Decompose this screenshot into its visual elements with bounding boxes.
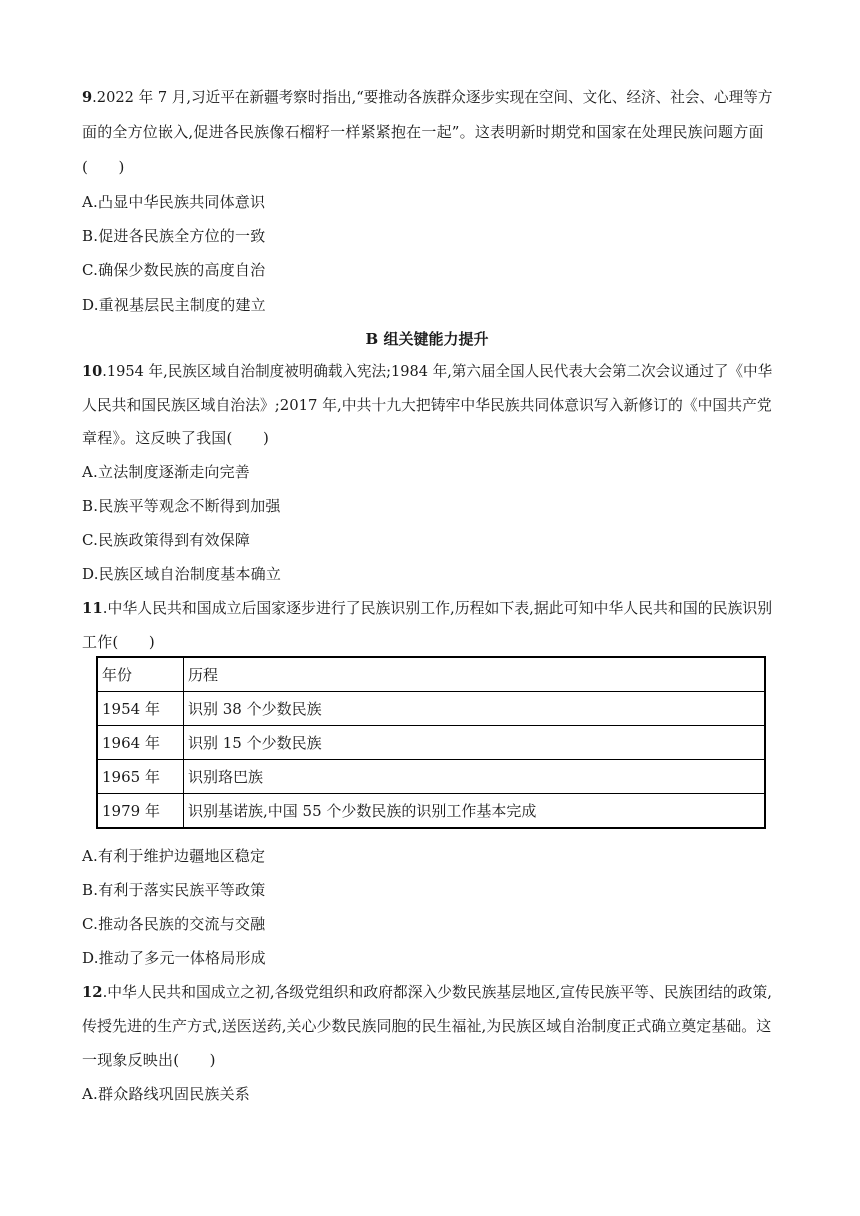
table-cell-process: 识别 15 个少数民族 bbox=[184, 726, 766, 760]
q12-stem-line1: 12.中华人民共和国成立之初,各级党组织和政府都深入少数民族基层地区,宣传民族平等、民族团结的政策, bbox=[82, 983, 772, 1001]
table-header-row bbox=[97, 657, 765, 692]
q9-option-c: C.确保少数民族的高度自治 bbox=[82, 261, 266, 279]
table-cell-process: 识别珞巴族 bbox=[184, 760, 766, 794]
q11-stem-line2: 工作( ) bbox=[82, 633, 155, 651]
q11-number: 11 bbox=[82, 599, 103, 617]
table-cell-year: 1954 年 bbox=[97, 692, 184, 726]
table-cell-process: 识别基诺族,中国 55 个少数民族的识别工作基本完成 bbox=[184, 794, 766, 829]
q12-number: 12 bbox=[82, 983, 103, 1001]
table-cell-year: 1964 年 bbox=[97, 726, 184, 760]
q11-option-d: D.推动了多元一体格局形成 bbox=[82, 949, 266, 967]
q10-stem-line2: 人民共和国民族区域自治法》;2017 年,中共十九大把铸牢中华民族共同体意识写入新修订的《中国共产党 bbox=[82, 396, 772, 414]
table-cell-year: 1965 年 bbox=[97, 760, 184, 794]
q10-number: 10 bbox=[82, 362, 103, 380]
q9-option-a: A.凸显中华民族共同体意识 bbox=[82, 193, 266, 211]
q10-option-d: D.民族区域自治制度基本确立 bbox=[82, 565, 282, 583]
q10-option-b: B.民族平等观念不断得到加强 bbox=[82, 497, 281, 515]
q10-stem-line3: 章程》。这反映了我国( ) bbox=[82, 429, 270, 447]
q10-option-c: C.民族政策得到有效保障 bbox=[82, 531, 251, 549]
q9-number: 9 bbox=[82, 88, 93, 106]
q10-option-a: A.立法制度逐渐走向完善 bbox=[82, 463, 251, 481]
q9-answer-blank: ( ) bbox=[82, 158, 125, 176]
q11-stem-line1: 11.中华人民共和国成立后国家逐步进行了民族识别工作,历程如下表,据此可知中华人民共和国的民族识别 bbox=[82, 599, 773, 617]
table-row bbox=[97, 760, 765, 794]
table-cell-year: 1979 年 bbox=[97, 794, 184, 829]
table-header-year: 年份 bbox=[97, 657, 184, 692]
table-header-process: 历程 bbox=[184, 657, 766, 692]
q12-stem-line2: 传授先进的生产方式,送医送药,关心少数民族同胞的民生福祉,为民族区域自治制度正式确立奠定基础。这 bbox=[82, 1017, 772, 1035]
q9-option-b: B.促进各民族全方位的一致 bbox=[82, 227, 266, 245]
section-heading: B 组关键能力提升 bbox=[365, 330, 489, 348]
table-row bbox=[97, 726, 765, 760]
table-row bbox=[97, 692, 765, 726]
q9-option-d: D.重视基层民主制度的建立 bbox=[82, 296, 266, 314]
table-row bbox=[97, 794, 765, 829]
q11-option-a: A.有利于维护边疆地区稳定 bbox=[82, 847, 266, 865]
q12-stem-line3: 一现象反映出( ) bbox=[82, 1051, 216, 1069]
q11-option-c: C.推动各民族的交流与交融 bbox=[82, 915, 266, 933]
q9-stem-line2: 面的全方位嵌入,促进各民族像石榴籽一样紧紧抱在一起”。这表明新时期党和国家在处理民族问题方面 bbox=[82, 123, 764, 141]
q11-option-b: B.有利于落实民族平等政策 bbox=[82, 881, 266, 899]
q11-table bbox=[96, 656, 766, 829]
q12-option-a: A.群众路线巩固民族关系 bbox=[82, 1085, 251, 1103]
table-cell-process: 识别 38 个少数民族 bbox=[184, 692, 766, 726]
q9-stem-line1: 9.2022 年 7 月,习近平在新疆考察时指出,“要推动各族群众逐步实现在空间、文化、经济、社会、心理等方 bbox=[82, 88, 773, 106]
q10-stem-line1: 10.1954 年,民族区域自治制度被明确载入宪法;1984 年,第六届全国人民代表大会第二次会议通过了《中华 bbox=[82, 362, 773, 380]
